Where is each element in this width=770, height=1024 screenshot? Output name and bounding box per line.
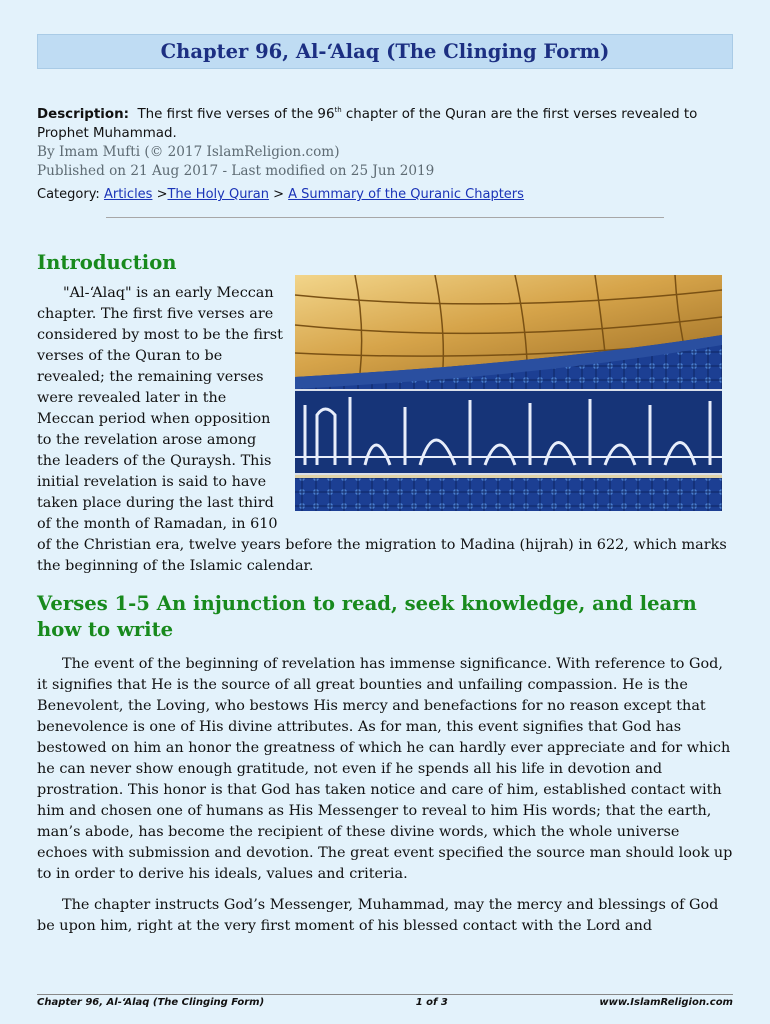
category-link-articles[interactable]: Articles <box>103 187 153 202</box>
category-link-summary[interactable]: A Summary of the Quranic Chapters <box>288 187 524 202</box>
divider <box>106 217 664 218</box>
page-title <box>37 34 733 69</box>
byline: By Imam Mufti (© 2017 IslamReligion.com) <box>37 144 340 160</box>
verses-section <box>37 654 733 937</box>
category-separator: > <box>152 187 168 202</box>
introduction-section <box>37 283 733 577</box>
page-footer <box>37 994 733 1008</box>
description-text-before: The first five verses of the 96 <box>137 107 335 122</box>
category-label: Category: <box>37 187 100 202</box>
dome-of-the-rock-image <box>295 275 722 511</box>
description <box>37 101 733 143</box>
footer-title: Chapter 96, Al-‘Alaq (The Clinging Form) <box>37 997 265 1008</box>
category-breadcrumb <box>37 185 733 204</box>
document-page <box>37 34 733 947</box>
footer-site: www.IslamReligion.com <box>599 997 733 1008</box>
verses-paragraph: The chapter instructs God’s Messenger, Muhammad, may the mercy and blessings of God be upon him, right at the very first moment of his blessed contact with the Lord and <box>37 897 719 934</box>
category-separator: > <box>268 187 289 202</box>
introduction-paragraph: "Al-‘Alaq" is an early Meccan chapter. The first five verses are considered by most to be the first verses of the Quran to be revealed; the remaining verses were revealed later in the Meccan period when opposition to the revelation arose among the leaders of the Quraysh. This initial revelation is said to have taken place during the last third of the month of Ramadan, in 610 of the Christian era, twelve years before the migration to Madina (hijrah) in 622, which marks the beginning of the Islamic calendar. <box>37 285 727 574</box>
category-link-holy-quran[interactable]: The Holy Quran <box>167 187 269 202</box>
published-date: Published on 21 Aug 2017 - Last modified on 25 Jun 2019 <box>37 163 435 179</box>
description-sup: th <box>334 106 342 114</box>
description-label: Description: <box>37 107 129 122</box>
page-title-text: Chapter 96, Al-‘Alaq (The Clinging Form) <box>160 40 610 63</box>
introduction-heading: Introduction <box>37 251 177 274</box>
verses-paragraph: The event of the beginning of revelation has immense significance. With reference to God, it signifies that He is the source of all great bounties and unfailing compassion. He is the Benevolent, the Loving, who bestows His mercy and benefactions for no reason except that benevolence is one of His divine attributes. As for man, this event signifies that God has bestowed on him an honor the greatness of which he can hardly ever appreciate and for which he can never show enough gratitude, not even if he spends all his life in devotion and prostration. This honor is that God has taken notice and care of him, established contact with him and chosen one of humans as His Messenger to reveal to him His words; that the earth, man’s abode, has become the recipient of these divine words, which the whole universe echoes with submission and devotion. The great event specified the source man should look up to in order to derive his ideals, values and criteria. <box>37 656 733 882</box>
verses-heading: Verses 1-5 An injunction to read, seek knowledge, and learn how to write <box>37 592 697 641</box>
article-meta <box>37 101 733 204</box>
footer-page-number: 1 of 3 <box>415 997 448 1008</box>
description-text-after: chapter of the Quran are the first verses revealed to Prophet Muhammad. <box>37 107 698 141</box>
